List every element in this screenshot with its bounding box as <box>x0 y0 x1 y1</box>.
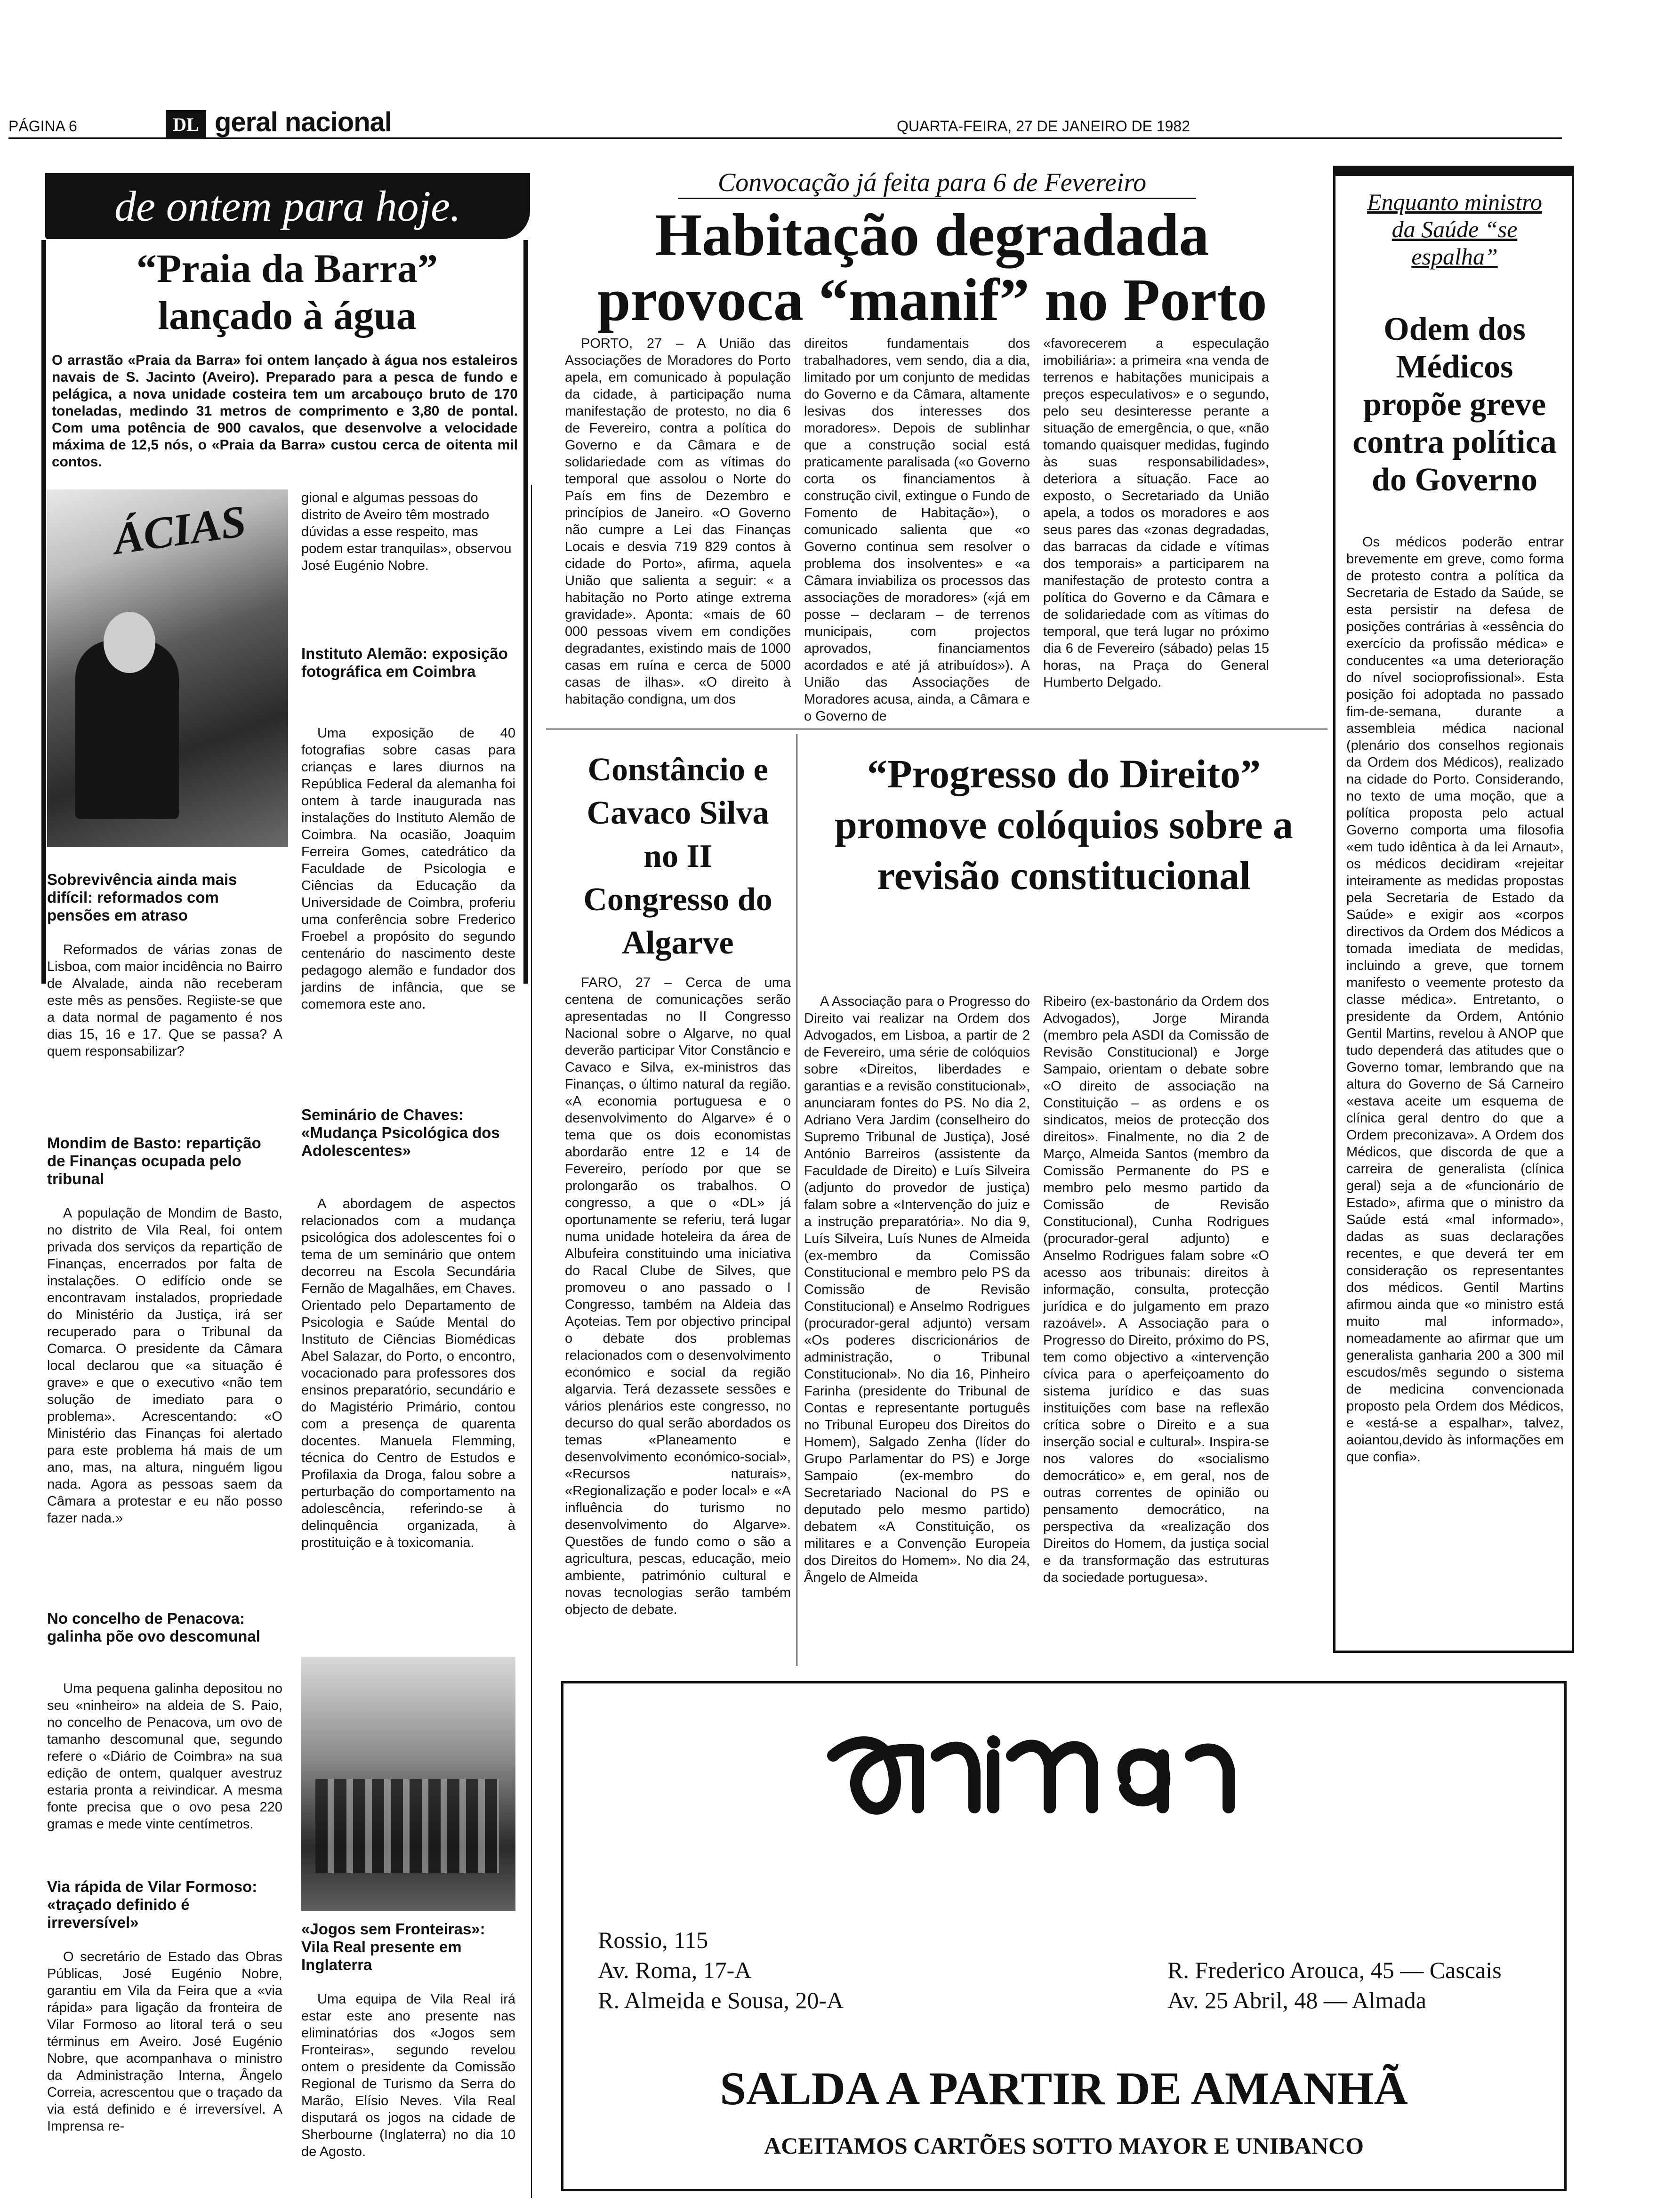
story-vilar-formoso <box>47 1948 282 2135</box>
habitacao-kicker: Convocação já feita para 6 de Fevereiro <box>717 168 1147 197</box>
feature-lead: O arrastão «Praia da Barra» foi ontem lançado à água nos estaleiros navais de S. Jacinto (Aveiro). Preparado para a pesca de fundo e pelágica, a nova unidade costeira tem um arcabouço bruto de 170 toneladas, medindo 31 metros de comprimento e 3,80 de pontal. Com uma potência de 900 cavalos, que desenvolve a velocidade máxima de 12,5 nós, o «Praia da Barra» custou cerca de oitenta mil contos. <box>52 353 518 470</box>
habitacao-col-2 <box>804 335 1030 725</box>
story-instituto <box>301 725 515 1013</box>
habitacao-col-3-text: «favorecerem a especulação imobiliária»: a primeira «na venda de terrenos e habitações municipais a preços especulativos» e o segundo, pelo seu desinteresse perante a situação de emergência, o que, «não tomando quaisquer medidas, fugindo às suas responsabilidades», deteriora a situação. Face ao exposto, o Secretariado da União apela, a todos os moradores e aos seus pares das «zonas degradadas, das barracas da cidade e vítimas dos temporais» a participarem na manifestação de protesto contra a política do Governo e da Câmara e de solidariedade com as vítimas do temporal, que terá lugar no próximo dia 6 de Fevereiro (sábado) pelas 15 horas, na Praça do General Humberto Delgado. <box>1043 336 1269 690</box>
feature-rule-left <box>41 240 46 984</box>
medicos-kicker: Enquanto ministro da Saúde “se espalha” <box>1367 189 1542 270</box>
habitacao-title: Habitação degradada provoca “manif” no Porto <box>597 201 1267 333</box>
story-jogos-text: Uma equipa de Vila Real irá estar este ano presente nas eliminatórias dos «Jogos sem Fronteiras», segundo revelou ontem o presidente da Comissão Regional de Turismo da Serra do Marão, Elísio Neves. Vila Real disputará os jogos na cidade de Sherbourne (Inglaterra) no dia 10 de Agosto. <box>301 1992 515 2159</box>
ad-address-4: R. Frederico Arouca, 45 — Cascais <box>1167 1957 1502 1983</box>
story-vilar-formoso-text: O secretário de Estado das Obras Públicas, José Eugénio Nobre, garantiu em Vila da Feira que a «via rápida» para ligação da fronteira de Vilar Formoso ao litoral terá o seu términus em Aveiro. José Eugénio Nobre, que acompanhava o ministro da Administração Interna, Ângelo Correia, acrescentou que o traçado da via está definido e é irreversível. A Imprensa re- <box>47 1949 282 2134</box>
sub-head-reformados: Sobrevivência ainda mais difícil: reformados com pensões em atraso <box>47 871 237 924</box>
ad-headline: SALDA A PARTIR DE AMANHÃ <box>720 2062 1408 2115</box>
masthead-rule <box>8 137 1562 139</box>
progresso-col-2 <box>1043 993 1269 1586</box>
story-penacova <box>47 1680 282 1833</box>
constancio-text: FARO, 27 – Cerca de uma centena de comunicações serão apresentadas no II Congresso Nacional sobre o Algarve, no qual deverão participar Vitor Constâncio e Cavaco e Silva, ex-ministros das Finanças, o último natural da região. «A economia portuguesa e o desenvolvimento do Algarve» é o tema que os dois economistas abordarão entre 12 e 14 de Fevereiro, período por que se prolongarão os trabalhos. O congresso, a que o «DL» já oportunamente se referiu, terá lugar numa unidade hoteleira da área de Albufeira constituindo uma iniciativa do Racal Clube de Silves, que promoveu o ano passado o I Congresso, também na Aldeia das Açoteias. Tem por objectivo principal o debate dos problemas relacionados com o desenvolvimento económico e social da região algarvia. Terá dezassete sessões e vários plenários este congresso, no decurso do qual serão abordados os temas «Planeamento e desenvolvimento económico-social», «Recursos naturais», «Regionalização e poder local» e «A influência do turismo no desenvolvimento do Algarve». Questões de fundo como o são a agricultura, pescas, educação, meio ambiente, património cultural e novas tecnologias serão também objecto de debate. <box>565 975 791 1617</box>
story-chaves <box>301 1195 515 1551</box>
habitacao-col-1-text: PORTO, 27 – A União das Associações de Moradores do Porto apela, em comunicado à população da cidade, à participação numa manifestação de protesto, no dia 6 de Fevereiro, contra a política do Governo e da Câmara e de solidariedade com as vítimas do temporal que assolou o Norte do País em fins de Dezembro e princípios de Janeiro. «O Governo não cumpre a Lei das Finanças Locais e desvia 719 829 contos à cidade do Porto», afirma, aquela União que salienta a seguir: « a habitação no Porto atinge extrema gravidade». Aponta: «mais de 60 000 pessoas vivem em condições degradantes, existindo mais de 1000 casas em ruína e cerca de 5000 casas de ilhas». «O direito à habitação condigna, um dos <box>565 336 791 707</box>
story-mondim-text: A população de Mondim de Basto, no distrito de Vila Real, foi ontem privada dos serviços da repartição de Finanças, encerrados por falta de instalações. O edifício onde se encontravam instalados, propriedade do Ministério da Justiça, irá ser recuperado para o Tribunal da Comarca. O presidente da Câmara local declarou que «a situação é grave» e que o executivo «não tem solução de imediato para o problema». Acrescentando: «O Ministério das Finanças foi alertado para este problema há mais de um ano, mas, na altura, ninguém ligou nada. Agora as pessoas saem da Câmara a protestar e eu não posso fazer nada.» <box>47 1206 282 1526</box>
constancio-body <box>565 974 791 1618</box>
constancio-title: Constâncio e Cavaco Silva no II Congresso do Algarve <box>583 752 772 961</box>
medicos-text: Os médicos poderão entrar brevemente em greve, como forma de protesto contra a política da Secretaria de Estado da Saúde, se esta persistir na defesa de posições contrárias à «essência do exercício da profissão médica» e conducentes «a uma deterioração do nível socioprofissional». Esta posição foi adoptada no passado fim-de-semana, durante a assembleia médica nacional (plenário dos conselhos regionais da Ordem dos Médicos), realizado na cidade do Porto. Considerando, no texto de uma moção, que a política proposta pelo actual Governo comporta uma filosofia «em tudo idêntica à da lei Arnaut», os médicos decidiram «rejeitar inteiramente as medidas propostas pela Secretaria de Estado da Saúde» e exigir aos «corpos directivos da Ordem dos Médicos a tomada imediata de medidas, incluindo a greve, que tornem manifesto o veemente protesto da classe médica». Entretanto, o presidente da Ordem, António Gentil Martins, revelou à ANOP que tudo dependerá das atitudes que o Governo tomar, lembrando que na altura do Governo de Sá Carneiro «estava aceite um esquema de clínica geral dentro do que a Ordem preconizava». A Ordem dos Médicos, que discorda de que a carreira de generalista (clínica geral) seja a de «funcionário de Estado», afirma que o ministro da Saúde está «mal informado», dadas as suas declarações recentes, e que deverá ter em consideração os representantes dos médicos. Gentil Martins afirmou ainda que «o ministro está muito mal informado», nomeadamente ao afirmar que um generalista ganharia 200 a 300 mil escudos/mês segundo o sistema de medicina convencionada proposto pela Ordem dos Médicos, e «está-se a espalhar», talvez, aoiantou,devido às informações em que confia». <box>1346 535 1564 1465</box>
habitacao-col-2-text: direitos fundamentais dos trabalhadores, vem sendo, dia a dia, limitado por um conjunto de medidas do Governo e da Câmara, altamente lesivas dos interesses dos moradores». Depois de sublinhar que a construção social está praticamente paralisada («o Governo corta os financiamentos à construção civil, extingue o Fundo de Fomento de Habitação»), o comunicado salienta que «o Governo continua sem resolver o problema dos insolventes» e «a Câmara inviabiliza os processos das associações de moradores» («já em posse – declaram – de terrenos municipais, com projectos aprovados, financiamentos acordados e até já atribuídos»). A União das Associações de Moradores acusa, ainda, a Câmara e o Governo de <box>804 336 1030 724</box>
ad-address-2: Av. Roma, 17-A <box>598 1957 752 1983</box>
ad-address-1: Rossio, 115 <box>598 1927 708 1953</box>
section-title: geral nacional <box>215 107 392 137</box>
primar-logo-text: Primar <box>1247 1827 1261 1832</box>
habitacao-col-1 <box>565 335 791 708</box>
story-jogos <box>301 1991 515 2160</box>
story-reformados <box>47 941 282 1060</box>
column-rule <box>531 485 532 2198</box>
feature-continuation: gional e algumas pessoas do distrito de Aveiro têm mostrado dúvidas a esse respeito, mas podem estar tranquilas», observou José Eugénio Nobre. <box>301 490 512 573</box>
sub-head-chaves: Seminário de Chaves: «Mudança Psicológica dos Adolescentes» <box>301 1106 500 1159</box>
photo-banner-text: ÁCIAS <box>110 495 249 564</box>
sub-head-mondim: Mondim de Basto: repartição de Finanças ocupada pelo tribunal <box>47 1134 261 1187</box>
ad-address-5: Av. 25 Abril, 48 — Almada <box>1167 1987 1426 2013</box>
story-chaves-text: A abordagem de aspectos relacionados com a mudança psicológica dos adolescentes foi o tema de um seminário que ontem decorreu na Escola Secundária Fernão de Magalhães, em Chaves. Orientado pelo Departamento de Psicologia e Saúde Mental do Instituto de Ciências Biomédicas Abel Salazar, do Porto, o encontro, vocacionado para professores dos ensinos preparatório, secundário e do Magistério Primário, contou com a presença de quarenta docentes. Manuela Flemming, técnica do Centro de Estudos e Profilaxia da Droga, falou sobre a perturbação do comportamento na adolescência, referindo-se à delinquência organizada, à prostituição e à toxicomania. <box>301 1196 515 1550</box>
photo-crowd <box>315 1779 499 1873</box>
habitacao-col-3 <box>1043 335 1269 691</box>
medicos-title: Odem dos Médicos propõe greve contra política do Governo <box>1352 311 1557 498</box>
feature-title: “Praia da Barra” lançado à água <box>136 246 438 338</box>
boat-launch-photo <box>47 489 288 847</box>
story-penacova-text: Uma pequena galinha depositou no seu «ninheiro» na aldeia de S. Paio, no concelho de Penacova, um ovo de tamanho descomunal que, segundo refere o «Diário de Coimbra» na sua edição de ontem, qualquer avestruz estaria pronta a reivindicar. A mesma fonte precisa que o ovo pesa 220 gramas e mede vinte centímetros. <box>47 1681 282 1832</box>
sub-head-vilar-formoso: Via rápida de Vilar Formoso: «traçado definido é irreversível» <box>47 1878 257 1931</box>
page-date: QUARTA-FEIRA, 27 DE JANEIRO DE 1982 <box>897 118 1190 135</box>
masthead-logo: DL <box>166 110 206 139</box>
progresso-rule <box>796 734 797 1666</box>
habitacao-kicker-rule <box>678 198 1196 199</box>
medicos-body <box>1346 534 1564 1466</box>
story-reformados-text: Reformados de várias zonas de Lisboa, com maior incidência no Bairro de Alvalade, ainda não receberam este mês as pensões. Regiiste-se que a data normal de pagamento é nos dias 15, 16 e 17. Que se passa? A quem responsabilizar? <box>47 942 282 1059</box>
page-number: PÁGINA 6 <box>8 118 77 135</box>
sub-head-penacova: No concelho de Penacova: galinha põe ovo descomunal <box>47 1610 260 1645</box>
feature-rule-right <box>523 240 528 984</box>
progresso-col-1-text: A Associação para o Progresso do Direito vai realizar na Ordem dos Advogados, em Lisboa, a partir de 2 de Fevereiro, uma série de colóquios sobre «Direitos, liberdades e garantias e a revisão constitucional», anunciaram fontes do PS. No dia 2, Adriano Vera Jardim (conselheiro do Supremo Tribunal de Justiça), José António Barreiros (assistente da Faculdade de Direito) e Luís Silveira (adjunto do provedor de justiça) falam sobre a «Intervenção do juiz e a instrução preparatória». No dia 9, Luís Silveira, Luís Nunes de Almeida (ex-membro da Comissão Constitucional e membro pelo PS da Comissão de Revisão Constitucional) e Anselmo Rodrigues (procurador-geral adjunto) versam «Os poderes discricionários de administração, o Tribunal Constitucional». No dia 16, Pinheiro Farinha (presidente do Tribunal de Contas e representante português no Tribunal Europeu dos Direitos do Homem), Salgado Zenha (líder do Grupo Parlamentar do PS) e Jorge Sampaio (ex-membro do Secretariado Nacional do PS e deputado pelo mesmo partido) debatem «A Constituição, os militares e a Convenção Europeia dos Direitos do Homem». No dia 24, Ângelo de Almeida <box>804 994 1030 1585</box>
progresso-col-2-text: Ribeiro (ex-bastonário da Ordem dos Advogados), Jorge Miranda (membro pela ASDI da Comissão de Revisão Constitucional) e Jorge Sampaio, orientam o debate sobre «O direito de associação na Constituição – as ordens e os sindicatos, meios de protecção dos direitos». Finalmente, no dia 2 de Março, Almeida Santos (membro da Comissão Permanente do PS e membro pelo mesmo partido da Comissão de Revisão Constitucional), Cunha Rodrigues (procurador-geral adjunto) e Anselmo Rodrigues falam sobre «O acesso aos tribunais: direitos à informação, consulta, protecção jurídica e do julgamento em prazo razoável». A Associação para o Progresso do Direito, próximo do PS, tem como objectivo a «intervenção cívica para o aperfeiçoamento do sistema jurídico e das suas instituições com base na reflexão crítica sobre o Direito e a sua inserção social e cultural». Inspira-se nos valores do «socialismo democrático» e, em geral, nos de outras correntes de opinião ou pensamento democrático, na perspectiva da «realização dos Direitos do Homem, da justiça social e da transformação das estruturas da sociedade portuguesa». <box>1043 994 1269 1585</box>
ad-address-3: R. Almeida e Sousa, 20-A <box>598 1987 844 2013</box>
story-mondim <box>47 1205 282 1527</box>
primar-logo-stroke <box>833 1741 1229 1809</box>
ad-subline: ACEITAMOS CARTÕES SOTTO MAYOR E UNIBANCO <box>764 2132 1364 2159</box>
story-instituto-text: Uma exposição de 40 fotografias sobre casas para crianças e lares diurnos na República Federal da alemanha foi ontem à tarde inaugurada nas instalações do Instituto Alemão de Coimbra. Na ocasião, Joaquim Ferreira Gomes, catedrático da Faculdade de Psicologia e Ciências da Educação da Universidade de Coimbra, proferiu uma conferência sobre Frederico Froebel a propósito do segundo centenário do nascimento deste pedagogo alemão e fundador dos jardins de infância, que se comemora este ano. <box>301 726 515 1012</box>
progresso-col-1 <box>804 993 1030 1586</box>
ontem-banner: de ontem para hoje. <box>45 173 530 239</box>
photo-face <box>104 612 155 673</box>
progresso-title: “Progresso do Direito” promove colóquios sobre a revisão constitucional <box>835 751 1293 898</box>
sub-head-jogos: «Jogos sem Fronteiras»: Vila Real presente em Inglaterra <box>301 1920 485 1973</box>
jogos-photo <box>301 1657 515 1911</box>
sub-head-instituto: Instituto Alemão: exposição fotográfica em Coimbra <box>301 645 508 680</box>
primar-logo <box>824 1713 1304 1835</box>
ad-address-left <box>598 1925 844 2015</box>
ad-address-right <box>1167 1955 1502 2015</box>
